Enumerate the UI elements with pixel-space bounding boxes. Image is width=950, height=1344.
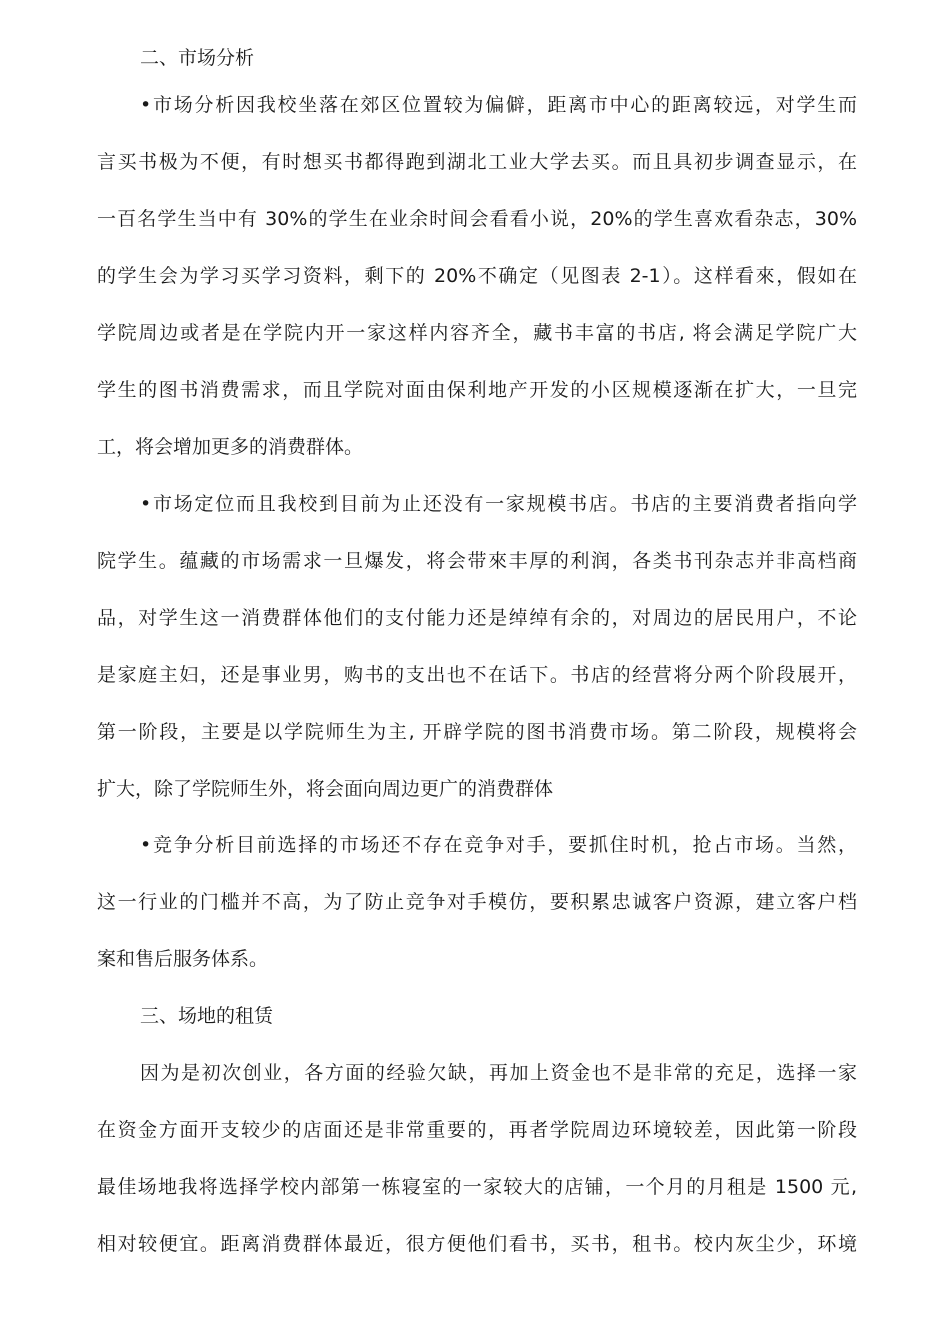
paragraph-line: 因为是初次创业，各方面的经验欠缺，再加上资金也不是非常的充足，选择一家 <box>140 1062 857 1084</box>
paragraph-line: 最佳场地我将选择学校内部第一栋寝室的一家较大的店铺，一个月的月租是 1500 元, <box>97 1176 857 1198</box>
paragraph-line: 相对较便宜。距离消费群体最近，很方便他们看书，买书，租书。校内灰尘少，环境 <box>97 1233 857 1255</box>
paragraph-line: 一百名学生当中有 30%的学生在业余时间会看看小说，20%的学生喜欢看杂志，30% <box>97 208 857 230</box>
paragraph-line: 这一行业的门槛并不高，为了防止竞争对手模仿，要积累忠诚客户资源，建立客户档 <box>97 891 857 913</box>
paragraph-line: •竞争分析目前选择的市场还不存在竞争对手，要抓住时机，抢占市场。当然， <box>140 834 857 856</box>
paragraph-line: 第一阶段，主要是以学院师生为主, 开辟学院的图书消费市场。第二阶段，规模将会 <box>97 721 857 743</box>
paragraph-line: 的学生会为学习买学习资料，剩下的 20%不确定（见图表 2-1）。这样看來，假如在 <box>97 265 857 287</box>
paragraph-line: 是家庭主妇，还是事业男，购书的支出也不在话下。书店的经营将分两个阶段展开， <box>97 664 857 686</box>
paragraph-line: 在资金方面开支较少的店面还是非常重要的，再者学院周边环境较差，因此第一阶段 <box>97 1119 857 1141</box>
section-heading-market-analysis: 二、市场分析 <box>140 47 255 69</box>
section-heading-venue-rental: 三、场地的租赁 <box>140 1005 274 1027</box>
paragraph-line: •市场分析因我校坐落在郊区位置较为偏僻，距离市中心的距离较远，对学生而 <box>140 94 857 116</box>
paragraph-line: 院学生。蕴藏的市场需求一旦爆发，将会带來丰厚的利润，各类书刊杂志并非高档商 <box>97 550 857 572</box>
paragraph-line: 扩大，除了学院师生外，将会面向周边更广的消费群体 <box>97 778 554 800</box>
paragraph-line: •市场定位而且我校到目前为止还没有一家规模书店。书店的主要消费者指向学 <box>140 493 857 515</box>
paragraph-line: 学生的图书消费需求，而且学院对面由保利地产开发的小区规模逐渐在扩大，一旦完 <box>97 379 857 401</box>
paragraph-line: 案和售后服务体系。 <box>97 948 269 970</box>
paragraph-line: 品，对学生这一消费群体他们的支付能力还是绰绰有余的，对周边的居民用户，不论 <box>97 607 857 629</box>
paragraph-line: 工，将会增加更多的消费群体。 <box>97 436 364 458</box>
paragraph-line: 学院周边或者是在学院内开一家这样内容齐全，藏书丰富的书店, 将会满足学院广大 <box>97 322 857 344</box>
paragraph-line: 言买书极为不便，有时想买书都得跑到湖北工业大学去买。而且具初步调查显示，在 <box>97 151 857 173</box>
